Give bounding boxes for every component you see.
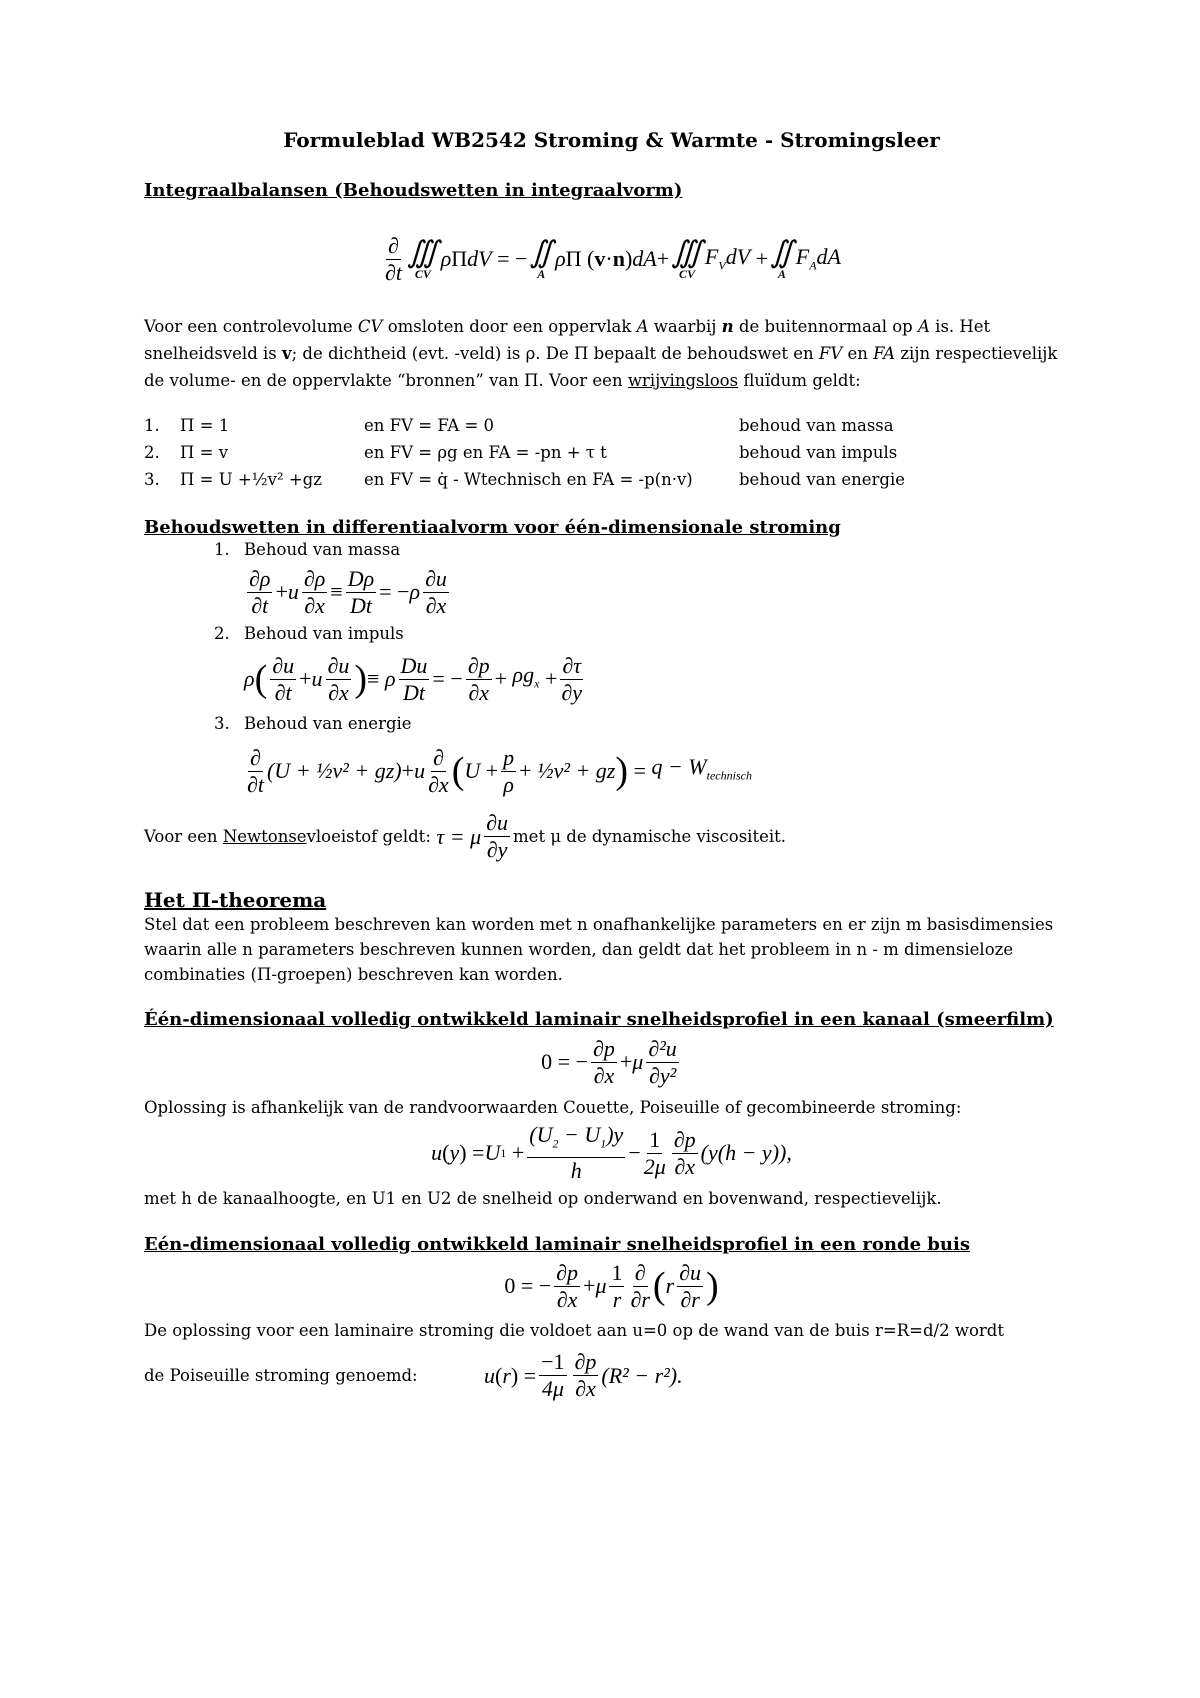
list-item: 1. Π = 1 en FV = FA = 0 behoud van massa (144, 416, 894, 435)
section-heading-pi-theorema: Het Π-theorema (144, 888, 327, 912)
integral-description: Voor een controlevolume CV omsloten door een oppervlak A waarbij n de buitennormaal op A is. Het snelheidsveld is v; de dichtheid (evt. -veld) is ρ. De Π bepaalt de behoudswet en FV en FA zijn respectievelijk de volume- en de oppervlakte “bronnen” van Π. Voor een wrijvingsloos fluïdum geldt: (144, 317, 1058, 390)
section-heading-kanaal: Één-dimensionaal volledig ontwikkeld laminair snelheidsprofiel in een kanaal (smeerfilm) (144, 1009, 1054, 1030)
list-item: 2. Behoud van impuls (214, 624, 404, 643)
list-item: 3. Π = U +½v² +gz en FV = q̇ - Wtechnisch en FA = -p(n·v) behoud van energie (144, 470, 905, 489)
mass-equation: $\frac{\partial\rho}{\partial t}$ + u $\frac{\partial\rho}{\partial x}$ ≡ $\frac{D\rho}{Dt}$ = − ρ $\frac{\partial u}{\partial x}$ (249, 565, 447, 618)
differential-laws (144, 538, 1079, 806)
channel-definition-text: met h de kanaalhoogte, en U1 en U2 de snelheid op onderwand en bovenwand, respectievelijk. (144, 1189, 942, 1208)
newtonian-fluid-text: Voor een Newtonse vloeistof geldt: τ = μ $\frac{\partial u}{\partial y}$ met μ de dynamische viscositeit. (144, 809, 787, 862)
page-title: Formuleblad WB2542 Stroming & Warmte - Stromingsleer (283, 128, 940, 152)
channel-flow-equation: 0 = − $\frac{\partial p}{\partial x}$ + μ $\frac{\text{∂²u}}{\text{∂y²}}$ (541, 1035, 677, 1088)
channel-solution-text: Oplossing is afhankelijk van de randvoorwaarden Couette, Poiseuille of gecombineerde stroming: (144, 1098, 962, 1117)
list-item: 2. Π = v en FV = ρg en FA = -pn + τ t behoud van impuls (144, 443, 898, 462)
conservation-cases-list (144, 412, 1079, 493)
pi-theorem-text: Stel dat een probleem beschreven kan worden met n onafhankelijke parameters en er zijn m basisdimensies waarin alle n parameters beschreven kunnen worden, dan geldt dat het probleem in n - m dimensieloze combinaties (Π-groepen) beschreven kan worden. (144, 915, 1054, 984)
list-item: 3. Behoud van energie (214, 714, 412, 733)
energy-equation: $\frac{\partial}{\partial t}$ (U + ½v² + gz) + u $\frac{\partial}{\partial x}$ ( U + $\frac{p}{\rho}$ + ½v² + gz ) = $q - W_{technisch}$ (247, 744, 752, 797)
section-heading-differentiaalvorm: Behoudswetten in differentiaalvorm voor één-dimensionale stroming (144, 517, 841, 538)
section-heading-integraalbalansen: Integraalbalansen (Behoudswetten in integraalvorm) (144, 180, 683, 201)
pipe-solution-text: De oplossing voor een laminaire stroming die voldoet aan u=0 op de wand van de buis r=R=d/2 wordt (144, 1321, 1004, 1340)
pipe-flow-equation: 0 = − $\frac{\partial p}{\partial x}$ + μ $\frac{1}{r}$ $\frac{\partial}{\partial r}$ ( r $\frac{\partial u}{\partial r}$ ) (504, 1259, 719, 1312)
poiseuille-line: de Poiseuille stroming genoemd: u ( r ) = $\frac{-1}{4\mu}$ $\frac{\partial p}{\partial x}$ (R² − r²). (144, 1348, 683, 1401)
integral-balance-equation: $\frac{\partial}{\partial t}$ ∭ CV ρ Π dV = − ∬ A ρ Π ( v · n ) dA + ∭ CV $F_VdV$ + ∬ A $F_AdA$ (385, 232, 841, 285)
momentum-equation: ρ ( $\frac{\partial u}{\partial t}$ + u $\frac{\partial u}{\partial x}$ ) ≡ ρ $\frac{Du}{Dt}$ = − $\frac{\partial p}{\partial x}$ + $\rho g_x$ + $\frac{\partial\tau}{\partial y}$ (244, 652, 583, 705)
section-heading-ronde-buis: Eén-dimensionaal volledig ontwikkeld laminair snelheidsprofiel in een ronde buis (144, 1234, 970, 1255)
document-page (144, 128, 1079, 1406)
list-item: 1. Behoud van massa (214, 540, 401, 559)
channel-solution-equation: u ( y ) = U 1 + $\frac{(U_2 - U_1)y}{h}$ − $\frac{1}{2\mu}$ $\frac{\partial p}{\partial x}$ (y(h − y)), (431, 1122, 792, 1183)
